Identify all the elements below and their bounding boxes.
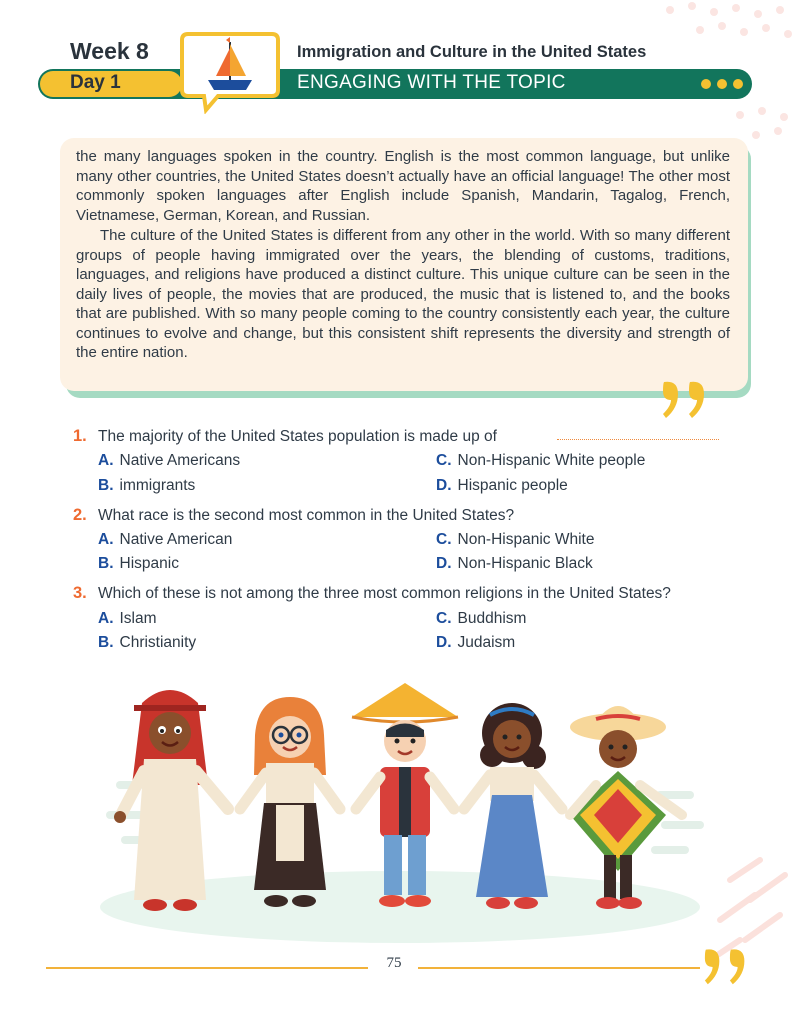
- question-3-option-a[interactable]: A. Islam: [98, 610, 157, 627]
- question-3-option-c[interactable]: C. Buddhism: [436, 610, 527, 627]
- question-1-option-d[interactable]: D. Hispanic people: [436, 477, 568, 494]
- question-2-text: What race is the second most common in the United States?: [98, 507, 515, 524]
- reading-passage: [60, 138, 748, 391]
- child-1: [114, 690, 228, 911]
- question-2-option-d[interactable]: D. Non-Hispanic Black: [436, 555, 593, 572]
- page-number: 75: [386, 955, 402, 971]
- three-dots-icon: [700, 78, 748, 90]
- sailboat-speech-bubble-icon: [178, 30, 282, 114]
- closing-quote-icon: [702, 945, 754, 987]
- passage-paragraph-1: the many languages spoken in the country. English is the most common language, but unlike many other countries, the United States doesn’t actually have an official language! The other most commonly spoken languages after English include Spanish, Mandarin, Tagalog, French, Vietnamese, German, Korean, and Russian.: [76, 148, 730, 224]
- topic-label: ENGAGING WITH THE TOPIC: [297, 72, 566, 93]
- question-2-number: 2.: [73, 506, 87, 524]
- question-3-option-b[interactable]: B. Christianity: [98, 634, 197, 651]
- week-title: Week 8: [70, 38, 149, 64]
- children-holding-hands-illustration: [100, 675, 710, 945]
- question-3-number: 3.: [73, 584, 87, 602]
- question-1-option-c[interactable]: C. Non-Hispanic White people: [436, 452, 646, 469]
- day-label: Day 1: [70, 72, 121, 93]
- question-2-option-a[interactable]: A. Native American: [98, 531, 233, 548]
- closing-quote-icon: [660, 378, 714, 420]
- passage-paragraph-2: The culture of the United States is different from any other in the world. With so many different groups of people having immigrated over the years, the blending of customs, traditions, languages, and religions have produced a distinct culture. This unique culture can be seen in the daily lives of people, the movies that are produced, the music that is listened to, and the books that are published. With so many people coming to the country consistently each year, the culture continues to evolve and change, but this consistent shift represents the diversity and strength of the entire nation.: [76, 227, 730, 361]
- question-1-number: 1.: [73, 427, 87, 445]
- subject-title: Immigration and Culture in the United States: [297, 43, 647, 61]
- question-2-option-b[interactable]: B. Hispanic: [98, 555, 179, 572]
- answer-blank-line[interactable]: [557, 439, 719, 440]
- question-1-option-a[interactable]: A. Native Americans: [98, 452, 241, 469]
- footer-line-right: [418, 967, 700, 969]
- child-5: [570, 706, 682, 909]
- footer-line-left: [46, 967, 368, 969]
- question-1-text: The majority of the United States population is made up of: [98, 428, 497, 445]
- question-3-option-d[interactable]: D. Judaism: [436, 634, 516, 651]
- question-1-option-b[interactable]: B. immigrants: [98, 477, 196, 494]
- question-3-text: Which of these is not among the three most common religions in the United States?: [98, 585, 671, 602]
- question-2-option-c[interactable]: C. Non-Hispanic White: [436, 531, 595, 548]
